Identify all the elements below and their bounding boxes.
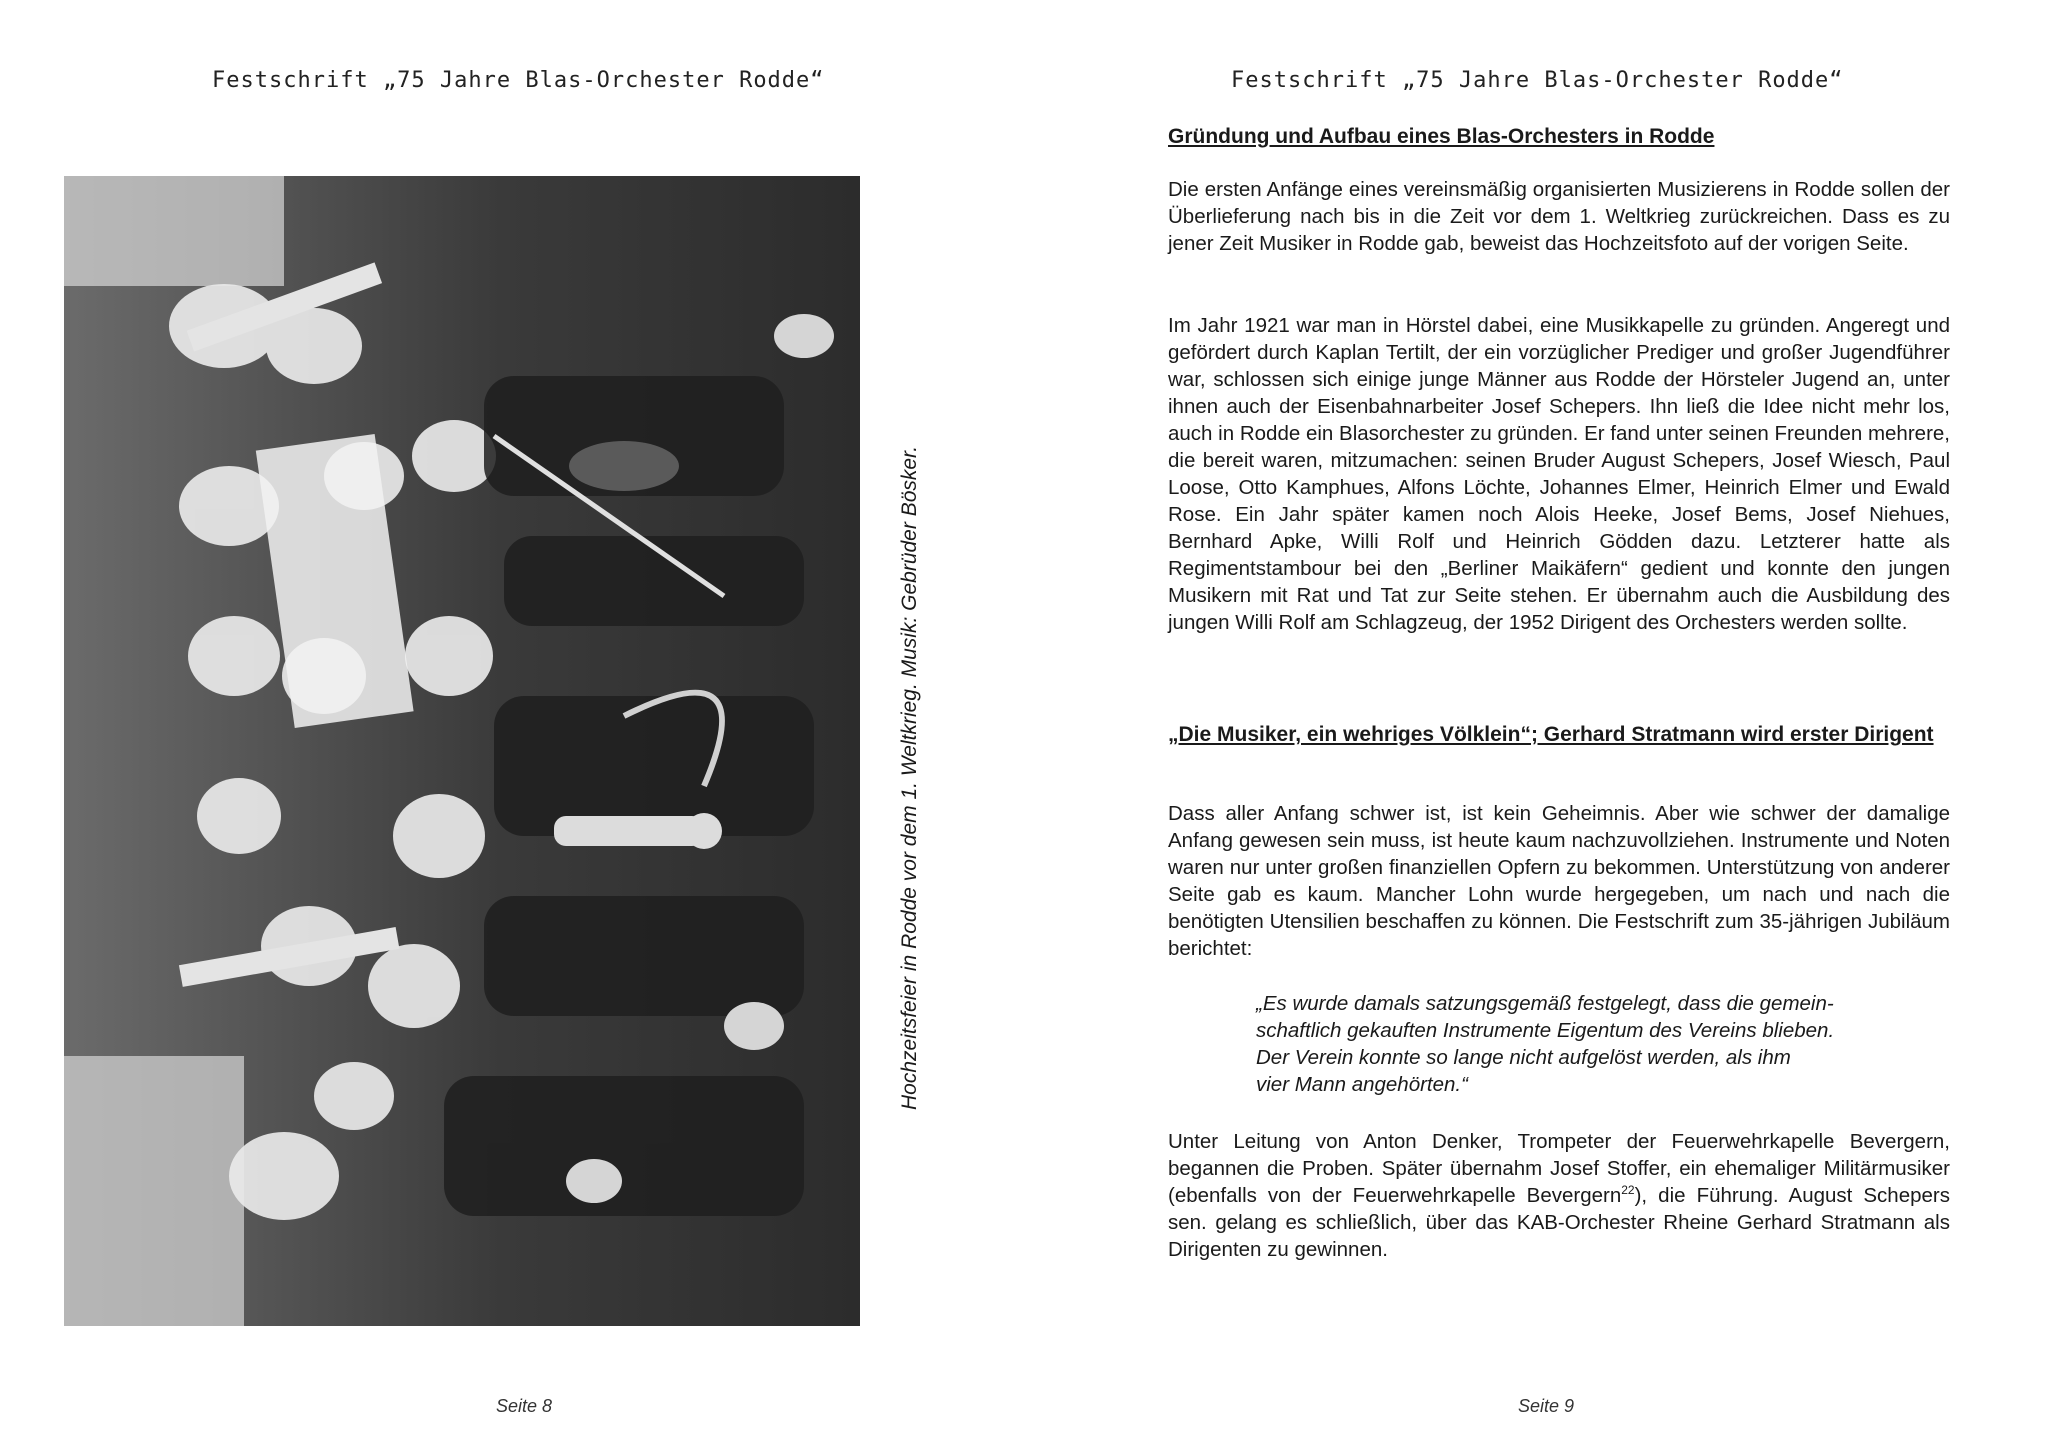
section-heading-musiker: „Die Musiker, ein wehriges Völklein“; Gerhard Stratmann wird erster Dirigent: [1168, 723, 1934, 746]
paragraph-2: Im Jahr 1921 war man in Hörstel dabei, eine Musikkapelle zu gründen. Angeregt und gefördert durch Kaplan Tertilt, der ein vorzüglicher Prediger und großer Jugendführer war, schlossen sich einige junge Männer aus Rodde der Hörsteler Jugend an, unter ihnen auch der Eisenbahnarbeiter Josef Schepers. Ihn ließ die Idee nicht mehr los, auch in Rodde ein Blasorchester zu gründen. Er fand unter seinen Freunden mehrere, die bereit waren, mitzumachen: seinen Bruder August Schepers, Josef Wiesch, Paul Loose, Otto Kamphues, Alfons Löchte, Johannes Elmer, Heinrich Elmer und Ewald Rose. Ein Jahr später kamen noch Alois Heeke, Josef Bems, Josef Niehues, Bernhard Apke, Willi Rolf und Heinrich Gödden dazu. Letzterer hatte als Regimentstambour bei den „Berliner Maikäfern“ gedient und konnte den jungen Musikern mit Rat und Tat zur Seite stehen. Er übernahm auch die Ausbildung des jungen Willi Rolf am Schlagzeug, der 1952 Dirigent des Orchesters werden sollte.: [1168, 314, 1950, 634]
page-number-left: Seite 8: [496, 1396, 553, 1416]
paragraph-3: Dass aller Anfang schwer ist, ist kein Geheimnis. Aber wie schwer der damalige Anfang gewesen sein muss, ist heute kaum nachzuvollziehen. Instrumente und Noten waren nur unter großen finanziellen Opfern zu bekommen. Unterstützung von anderer Seite gab es kaum. Mancher Lohn wurde hergegeben, um nach und nach die benötigten Utensilien beschaffen zu können. Die Festschrift zum 35-jährigen Jubiläum berichtet:: [1168, 802, 1950, 960]
paragraph-4-text-end: ), die Führung. August Schepers sen. gelang es schließlich, über das KAB-Orchester Rheine Gerhard Stratmann als Dirigenten zu gewinnen.: [1168, 1184, 1950, 1261]
footnote-reference[interactable]: 22: [1621, 1183, 1635, 1198]
quote-line: „Es wurde damals satzungsgemäß festgelegt, dass die gemein-: [1256, 992, 1834, 1015]
section-heading-gruendung: Gründung und Aufbau eines Blas-Orchesters in Rodde: [1168, 125, 1715, 148]
paragraph-1: Die ersten Anfänge eines vereinsmäßig organisierten Musizierens in Rodde sollen der Überlieferung nach bis in die Zeit vor dem 1. Weltkrieg zurückreichen. Dass es zu jener Zeit Musiker in Rodde gab, beweist das Hochzeitsfoto auf der vorigen Seite.: [1168, 178, 1950, 255]
page-number-right: Seite 9: [1518, 1396, 1575, 1416]
paragraph-4-text: Unter Leitung von Anton Denker, Trompeter der Feuerwehrkapelle Bevergern, begannen die Proben. Später übernahm Josef Stoffer, ein ehemaliger Militärmusiker (ebenfalls von der Feuerwehrkapelle Bevergern: [1168, 1130, 1950, 1207]
wedding-photo: [64, 176, 860, 1326]
running-header-right: Festschrift „75 Jahre Blas-Orchester Rodde“: [1231, 68, 1844, 93]
photo-caption: Hochzeitsfeier in Rodde vor dem 1. Weltkrieg. Musik: Gebrüder Bösker.: [898, 445, 921, 1110]
quote-line: schaftlich gekauften Instrumente Eigentum des Vereins blieben.: [1256, 1019, 1835, 1042]
quote-block: [1256, 990, 1936, 1098]
running-header-left: Festschrift „75 Jahre Blas-Orchester Rodde“: [212, 68, 825, 93]
paragraph-4: [1168, 1128, 1950, 1263]
quote-line: vier Mann angehörten.“: [1256, 1073, 1468, 1096]
quote-line: Der Verein konnte so lange nicht aufgelöst werden, als ihm: [1256, 1046, 1791, 1069]
right-page: [1024, 0, 2048, 1454]
